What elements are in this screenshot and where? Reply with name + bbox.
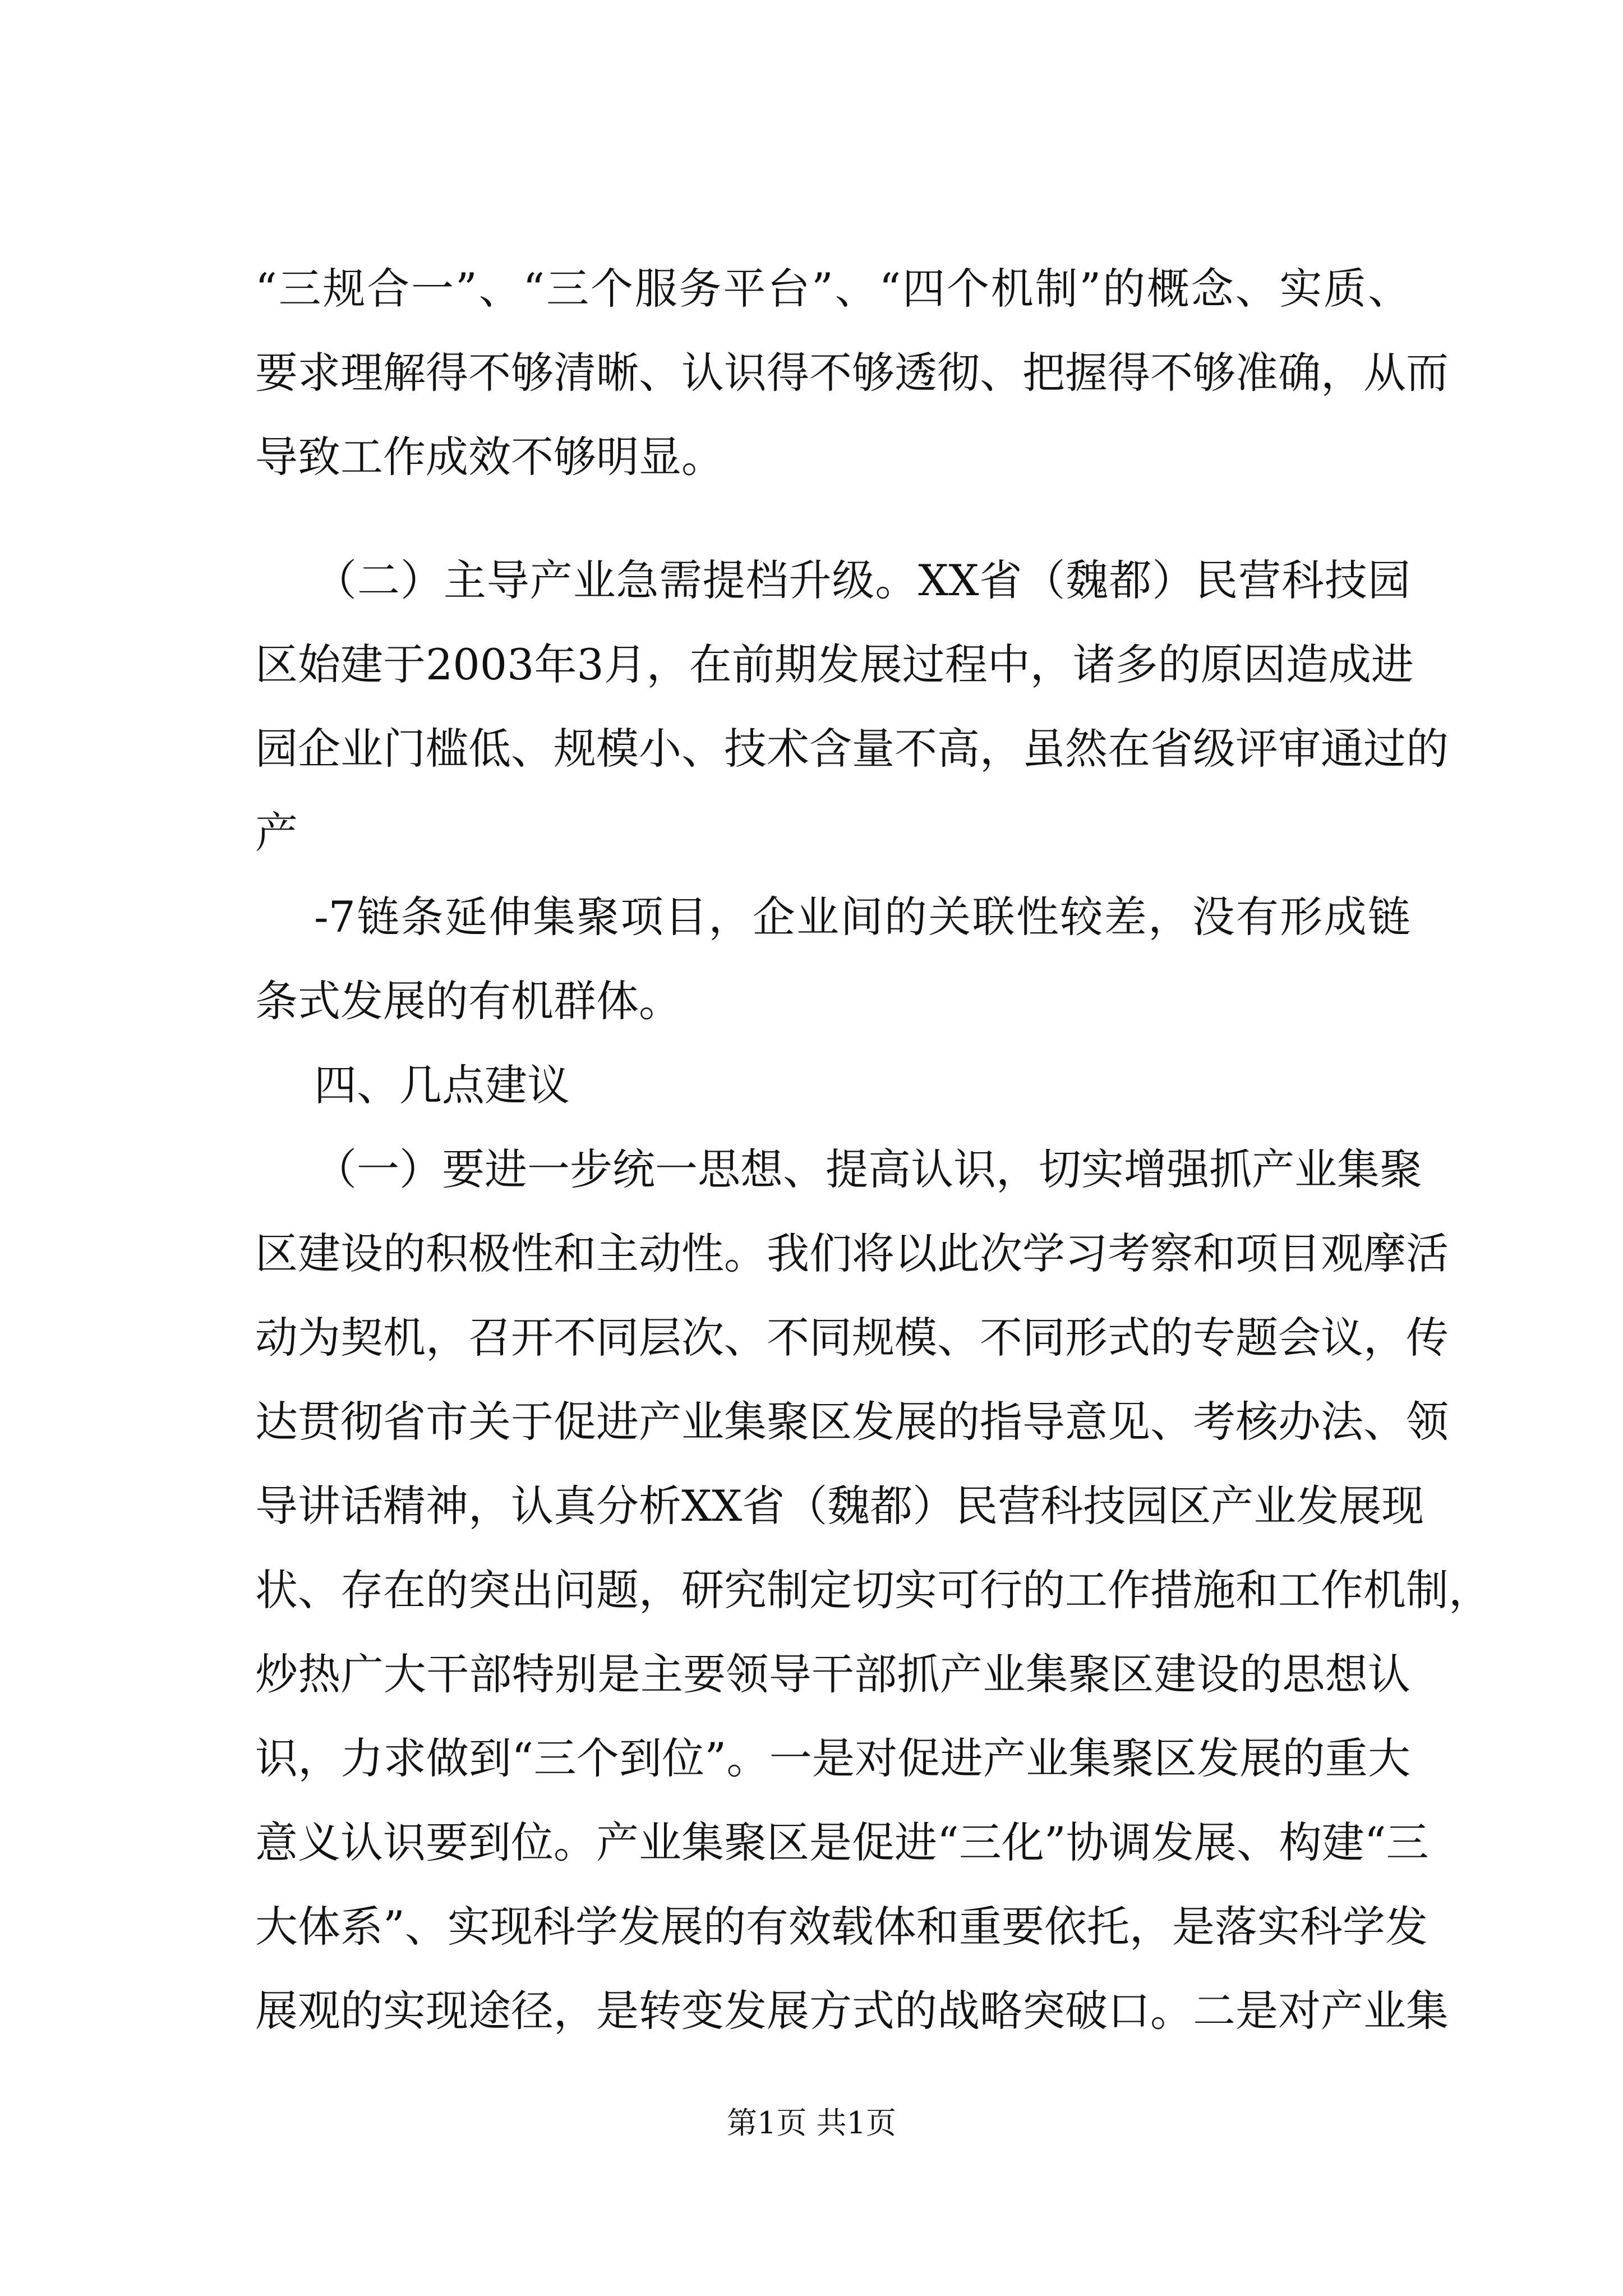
text-line: 区始建于2003年3月，在前期发展过程中，诸多的原因造成进 (255, 639, 1414, 689)
text-line: 达贯彻省市关于促进产业集聚区发展的指导意见、考核办法、领 (255, 1397, 1449, 1447)
section-heading: 四、几点建议 (314, 1060, 570, 1110)
page-number-footer: 第1页 共1页 (727, 2105, 896, 2141)
text-line: 展观的实现途径，是转变发展方式的战略突破口。二是对产业集 (255, 1986, 1449, 2036)
text-line: 区建设的积极性和主动性。我们将以此次学习考察和项目观摩活 (255, 1228, 1449, 1278)
text-line: 导致工作成效不够明显。 (255, 432, 724, 482)
text-line: “三规合一”、“三个服务平台”、“四个机制”的概念、实质、 (255, 264, 1410, 314)
text-line: 意义认识要到位。产业集聚区是促进“三化”协调发展、构建“三 (255, 1818, 1429, 1867)
text-line: （一）要进一步统一思想、提高认识，切实增强抓产业集聚 (314, 1144, 1422, 1194)
text-line: 大体系”、实现科学发展的有效载体和重要依托，是落实科学发 (255, 1902, 1428, 1952)
text-line: 导讲话精神，认真分析XX省（魏都）民营科技园区产业发展现 (255, 1481, 1424, 1531)
text-line: 条式发展的有机群体。 (255, 976, 681, 1026)
text-line: 产 (255, 808, 298, 858)
text-line: 识，力求做到“三个到位”。一是对促进产业集聚区发展的重大 (255, 1733, 1410, 1783)
text-line: 状、存在的突出问题，研究制定切实可行的工作措施和工作机制， (255, 1565, 1491, 1615)
text-line: 炒热广大干部特别是主要领导干部抓产业集聚区建设的思想认 (255, 1649, 1410, 1699)
text-line: 要求理解得不够清晰、认识得不够透彻、把握得不够准确，从而 (255, 348, 1449, 398)
text-line: （二）主导产业急需提档升级。XX省（魏都）民营科技园 (314, 555, 1410, 605)
text-line: 园企业门槛低、规模小、技术含量不高，虽然在省级评审通过的 (255, 724, 1449, 774)
text-line: -7链条延伸集聚项目，企业间的关联性较差，没有形成链 (314, 892, 1410, 942)
text-line: 动为契机，召开不同层次、不同规模、不同形式的专题会议，传 (255, 1313, 1449, 1363)
